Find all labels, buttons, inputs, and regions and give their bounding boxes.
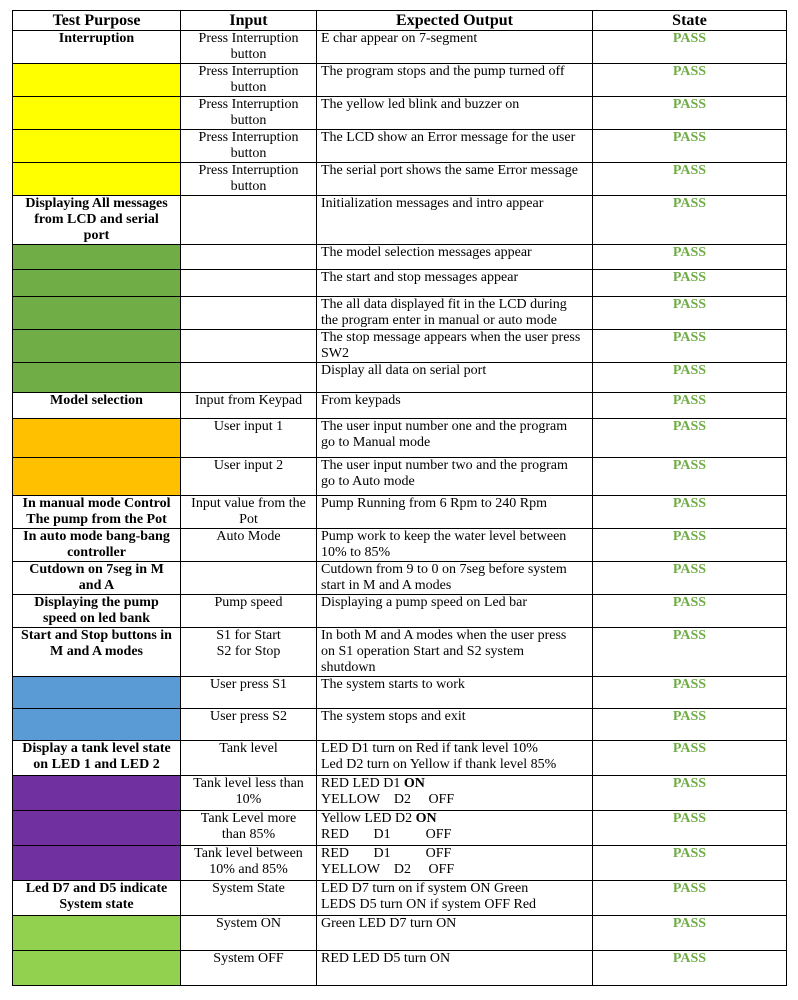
input-text: button	[230, 80, 267, 95]
cell-test-purpose	[13, 31, 181, 64]
output-text: RED D1 OFF	[321, 827, 452, 842]
state-badge: PASS	[672, 881, 707, 896]
cell-expected-output	[317, 741, 593, 776]
purpose-text: controller	[67, 545, 126, 560]
output-text: Green LED D7 turn ON	[321, 916, 457, 931]
purpose-text: Displaying All messages	[25, 196, 168, 211]
output-text: RED LED D5 turn ON	[321, 951, 451, 966]
output-text	[321, 811, 588, 827]
cell-state	[593, 628, 787, 677]
cell-expected-output	[317, 562, 593, 595]
output-text: start in M and A modes	[321, 578, 452, 593]
cell-expected-output	[317, 31, 593, 64]
input-text: Press Interruption	[198, 64, 299, 79]
header-state: State	[593, 11, 787, 31]
table-row	[13, 677, 787, 709]
input-text: 10% and 85%	[209, 862, 288, 877]
state-badge: PASS	[672, 709, 707, 724]
input-text: Press Interruption	[198, 31, 299, 46]
input-text: User input 2	[213, 458, 284, 473]
cell-expected-output	[317, 458, 593, 496]
input-text: Input value from the	[191, 496, 306, 511]
cell-input	[181, 951, 317, 986]
purpose-text: and A	[78, 578, 115, 593]
output-text: the program enter in manual or auto mode	[321, 313, 557, 328]
output-text: LEDS D5 turn ON if system OFF Red	[321, 897, 537, 912]
cell-state	[593, 562, 787, 595]
cell-input	[181, 393, 317, 419]
table-row	[13, 741, 787, 776]
state-badge: PASS	[672, 196, 707, 211]
cell-expected-output	[317, 130, 593, 163]
state-badge: PASS	[672, 245, 707, 260]
cell-state	[593, 458, 787, 496]
cell-state	[593, 776, 787, 811]
cell-test-purpose	[13, 245, 181, 270]
state-badge: PASS	[672, 951, 707, 966]
cell-test-purpose	[13, 881, 181, 916]
cell-input	[181, 97, 317, 130]
cell-test-purpose	[13, 741, 181, 776]
input-text: Tank level between	[194, 846, 303, 861]
cell-state	[593, 245, 787, 270]
output-text: YELLOW D2 OFF	[321, 862, 455, 877]
cell-input	[181, 458, 317, 496]
output-text: Pump Running from 6 Rpm to 240 Rpm	[321, 496, 547, 511]
state-badge: PASS	[672, 741, 707, 756]
table-row	[13, 881, 787, 916]
output-text: 10% to 85%	[321, 545, 391, 560]
cell-state	[593, 677, 787, 709]
input-text: button	[230, 113, 267, 128]
cell-state	[593, 811, 787, 846]
output-text: go to Auto mode	[321, 474, 415, 489]
input-text: than 85%	[221, 827, 276, 842]
input-text: Pump speed	[214, 595, 283, 610]
output-text: The model selection messages appear	[321, 245, 532, 260]
header-expected-output: Expected Output	[317, 11, 593, 31]
table-row	[13, 245, 787, 270]
cell-state	[593, 595, 787, 628]
cell-expected-output	[317, 709, 593, 741]
output-text: Pump work to keep the water level between	[321, 529, 567, 544]
cell-test-purpose	[13, 811, 181, 846]
input-text: Press Interruption	[198, 97, 299, 112]
cell-input	[181, 196, 317, 245]
output-text-part: RED LED D1	[321, 776, 404, 791]
input-text: System OFF	[213, 951, 284, 966]
purpose-text: Interruption	[58, 31, 135, 46]
cell-state	[593, 363, 787, 393]
purpose-text: speed on led bank	[43, 611, 150, 626]
output-text: The LCD show an Error message for the user	[321, 130, 576, 145]
cell-expected-output	[317, 97, 593, 130]
output-text	[321, 776, 588, 792]
cell-input	[181, 363, 317, 393]
purpose-text: Start and Stop buttons in	[21, 628, 172, 643]
cell-test-purpose	[13, 64, 181, 97]
input-text: Input from Keypad	[194, 393, 303, 408]
output-text: on S1 operation Start and S2 system	[321, 644, 524, 659]
cell-input	[181, 881, 317, 916]
cell-expected-output	[317, 916, 593, 951]
header-test-purpose: Test Purpose	[13, 11, 181, 31]
table-body	[13, 31, 787, 986]
cell-state	[593, 741, 787, 776]
output-text: The system starts to work	[321, 677, 465, 692]
cell-input	[181, 496, 317, 529]
cell-expected-output	[317, 330, 593, 363]
state-badge: PASS	[672, 163, 707, 178]
test-results-table	[12, 10, 787, 986]
table-row	[13, 951, 787, 986]
output-text: Displaying a pump speed on Led bar	[321, 595, 528, 610]
cell-expected-output	[317, 529, 593, 562]
output-text: The serial port shows the same Error message	[321, 163, 578, 178]
cell-state	[593, 951, 787, 986]
cell-input	[181, 709, 317, 741]
table-row	[13, 458, 787, 496]
cell-test-purpose	[13, 419, 181, 458]
state-badge: PASS	[672, 811, 707, 826]
cell-state	[593, 297, 787, 330]
state-badge: PASS	[672, 628, 707, 643]
cell-state	[593, 31, 787, 64]
cell-input	[181, 419, 317, 458]
input-text: Press Interruption	[198, 163, 299, 178]
cell-expected-output	[317, 677, 593, 709]
cell-test-purpose	[13, 130, 181, 163]
table-row	[13, 31, 787, 64]
cell-input	[181, 270, 317, 297]
table-row	[13, 496, 787, 529]
output-text: E char appear on 7-segment	[321, 31, 478, 46]
table-row	[13, 529, 787, 562]
cell-input	[181, 330, 317, 363]
purpose-text: The pump from the Pot	[26, 512, 167, 527]
cell-expected-output	[317, 811, 593, 846]
cell-expected-output	[317, 393, 593, 419]
cell-test-purpose	[13, 562, 181, 595]
cell-expected-output	[317, 419, 593, 458]
input-text: System State	[212, 881, 285, 896]
cell-input	[181, 846, 317, 881]
state-badge: PASS	[672, 776, 707, 791]
state-badge: PASS	[672, 458, 707, 473]
cell-test-purpose	[13, 97, 181, 130]
cell-state	[593, 196, 787, 245]
cell-state	[593, 330, 787, 363]
state-badge: PASS	[672, 419, 707, 434]
output-text: The user input number one and the program	[321, 419, 568, 434]
purpose-text: Cutdown on 7seg in M	[29, 562, 164, 577]
cell-expected-output	[317, 270, 593, 297]
output-text: The system stops and exit	[321, 709, 466, 724]
purpose-text: Displaying the pump	[34, 595, 159, 610]
table-row	[13, 163, 787, 196]
table-row	[13, 595, 787, 628]
state-badge: PASS	[672, 496, 707, 511]
table-row	[13, 562, 787, 595]
cell-state	[593, 270, 787, 297]
output-text: In both M and A modes when the user press	[321, 628, 567, 643]
input-text: User input 1	[213, 419, 284, 434]
output-text: Led D2 turn on Yellow if thank level 85%	[321, 757, 557, 772]
purpose-text: on LED 1 and LED 2	[33, 757, 160, 772]
cell-input	[181, 595, 317, 628]
cell-test-purpose	[13, 393, 181, 419]
cell-expected-output	[317, 297, 593, 330]
output-text: YELLOW D2 OFF	[321, 792, 455, 807]
input-text: Press Interruption	[198, 130, 299, 145]
cell-input	[181, 130, 317, 163]
state-badge: PASS	[672, 297, 707, 312]
cell-expected-output	[317, 163, 593, 196]
cell-test-purpose	[13, 363, 181, 393]
table-row	[13, 330, 787, 363]
cell-state	[593, 846, 787, 881]
output-text: LED D1 turn on Red if tank level 10%	[321, 741, 538, 756]
cell-input	[181, 562, 317, 595]
state-badge: PASS	[672, 595, 707, 610]
state-badge: PASS	[672, 363, 707, 378]
cell-expected-output	[317, 363, 593, 393]
table-row	[13, 297, 787, 330]
purpose-text: System state	[59, 897, 134, 912]
header-input: Input	[181, 11, 317, 31]
state-badge: PASS	[672, 846, 707, 861]
cell-state	[593, 97, 787, 130]
purpose-text: In manual mode Control	[22, 496, 171, 511]
cell-state	[593, 529, 787, 562]
purpose-text: Model selection	[50, 393, 143, 408]
table-row	[13, 130, 787, 163]
purpose-text: Led D7 and D5 indicate	[25, 881, 168, 896]
output-text: RED D1 OFF	[321, 846, 452, 861]
state-badge: PASS	[672, 562, 707, 577]
state-badge: PASS	[672, 64, 707, 79]
output-text: SW2	[321, 346, 349, 361]
state-badge: PASS	[672, 677, 707, 692]
input-text: button	[230, 146, 267, 161]
cell-test-purpose	[13, 595, 181, 628]
cell-input	[181, 31, 317, 64]
input-text: button	[230, 47, 267, 62]
cell-test-purpose	[13, 776, 181, 811]
cell-expected-output	[317, 196, 593, 245]
table-row	[13, 270, 787, 297]
state-badge: PASS	[672, 330, 707, 345]
output-text: The all data displayed fit in the LCD during	[321, 297, 567, 312]
cell-state	[593, 130, 787, 163]
cell-state	[593, 163, 787, 196]
purpose-text: In auto mode bang-bang	[23, 529, 170, 544]
cell-input	[181, 245, 317, 270]
table-row	[13, 709, 787, 741]
cell-expected-output	[317, 951, 593, 986]
table-row	[13, 363, 787, 393]
table-row	[13, 64, 787, 97]
cell-test-purpose	[13, 846, 181, 881]
input-text: Auto Mode	[216, 529, 281, 544]
cell-expected-output	[317, 496, 593, 529]
output-text: The yellow led blink and buzzer on	[321, 97, 520, 112]
cell-test-purpose	[13, 709, 181, 741]
input-text: User press S1	[210, 677, 287, 692]
cell-state	[593, 709, 787, 741]
output-text-emphasis: ON	[415, 811, 437, 826]
input-text: User press S2	[210, 709, 287, 724]
cell-test-purpose	[13, 529, 181, 562]
cell-state	[593, 881, 787, 916]
input-text: System ON	[216, 916, 281, 931]
input-text: button	[230, 179, 267, 194]
cell-input	[181, 628, 317, 677]
table-row	[13, 196, 787, 245]
cell-test-purpose	[13, 677, 181, 709]
purpose-text: port	[83, 228, 110, 243]
input-text: Tank level less than	[193, 776, 304, 791]
cell-input	[181, 811, 317, 846]
purpose-text: from LCD and serial	[34, 212, 159, 227]
purpose-text: M and A modes	[50, 644, 143, 659]
table-row	[13, 628, 787, 677]
cell-input	[181, 776, 317, 811]
state-badge: PASS	[672, 393, 707, 408]
cell-test-purpose	[13, 951, 181, 986]
table-row	[13, 846, 787, 881]
output-text: The user input number two and the program	[321, 458, 568, 473]
cell-input	[181, 163, 317, 196]
input-text: Pot	[239, 512, 258, 527]
cell-test-purpose	[13, 916, 181, 951]
cell-state	[593, 916, 787, 951]
output-text: The program stops and the pump turned off	[321, 64, 565, 79]
cell-test-purpose	[13, 330, 181, 363]
output-text-part: Yellow LED D2	[321, 811, 416, 826]
purpose-text: Display a tank level state	[22, 741, 171, 756]
cell-input	[181, 741, 317, 776]
output-text: LED D7 turn on if system ON Green	[321, 881, 529, 896]
cell-test-purpose	[13, 196, 181, 245]
cell-state	[593, 64, 787, 97]
cell-input	[181, 529, 317, 562]
cell-expected-output	[317, 628, 593, 677]
cell-expected-output	[317, 846, 593, 881]
cell-expected-output	[317, 881, 593, 916]
table-row	[13, 776, 787, 811]
state-badge: PASS	[672, 916, 707, 931]
input-text: Tank Level more	[200, 811, 297, 826]
state-badge: PASS	[672, 529, 707, 544]
output-text: Initialization messages and intro appear	[321, 196, 544, 211]
table-row	[13, 811, 787, 846]
cell-state	[593, 393, 787, 419]
input-text: S1 for Start	[216, 628, 281, 643]
state-badge: PASS	[672, 270, 707, 285]
state-badge: PASS	[672, 97, 707, 112]
cell-test-purpose	[13, 163, 181, 196]
cell-expected-output	[317, 64, 593, 97]
cell-state	[593, 496, 787, 529]
output-text: From keypads	[321, 393, 401, 408]
cell-input	[181, 916, 317, 951]
cell-expected-output	[317, 595, 593, 628]
output-text: The stop message appears when the user press	[321, 330, 581, 345]
cell-test-purpose	[13, 628, 181, 677]
cell-input	[181, 677, 317, 709]
state-badge: PASS	[672, 31, 707, 46]
output-text: go to Manual mode	[321, 435, 431, 450]
output-text: The start and stop messages appear	[321, 270, 519, 285]
table-row	[13, 393, 787, 419]
table-row	[13, 97, 787, 130]
cell-test-purpose	[13, 270, 181, 297]
cell-state	[593, 419, 787, 458]
cell-test-purpose	[13, 458, 181, 496]
output-text: shutdown	[321, 660, 376, 675]
table-row	[13, 419, 787, 458]
state-badge: PASS	[672, 130, 707, 145]
output-text: Cutdown from 9 to 0 on 7seg before system	[321, 562, 567, 577]
cell-test-purpose	[13, 297, 181, 330]
cell-test-purpose	[13, 496, 181, 529]
cell-input	[181, 297, 317, 330]
input-text: 10%	[235, 792, 262, 807]
header-row	[13, 11, 787, 31]
cell-expected-output	[317, 776, 593, 811]
input-text: Tank level	[219, 741, 278, 756]
output-text: Display all data on serial port	[321, 363, 487, 378]
input-text: S2 for Stop	[216, 644, 281, 659]
output-text-emphasis: ON	[403, 776, 425, 791]
cell-expected-output	[317, 245, 593, 270]
table-row	[13, 916, 787, 951]
cell-input	[181, 64, 317, 97]
